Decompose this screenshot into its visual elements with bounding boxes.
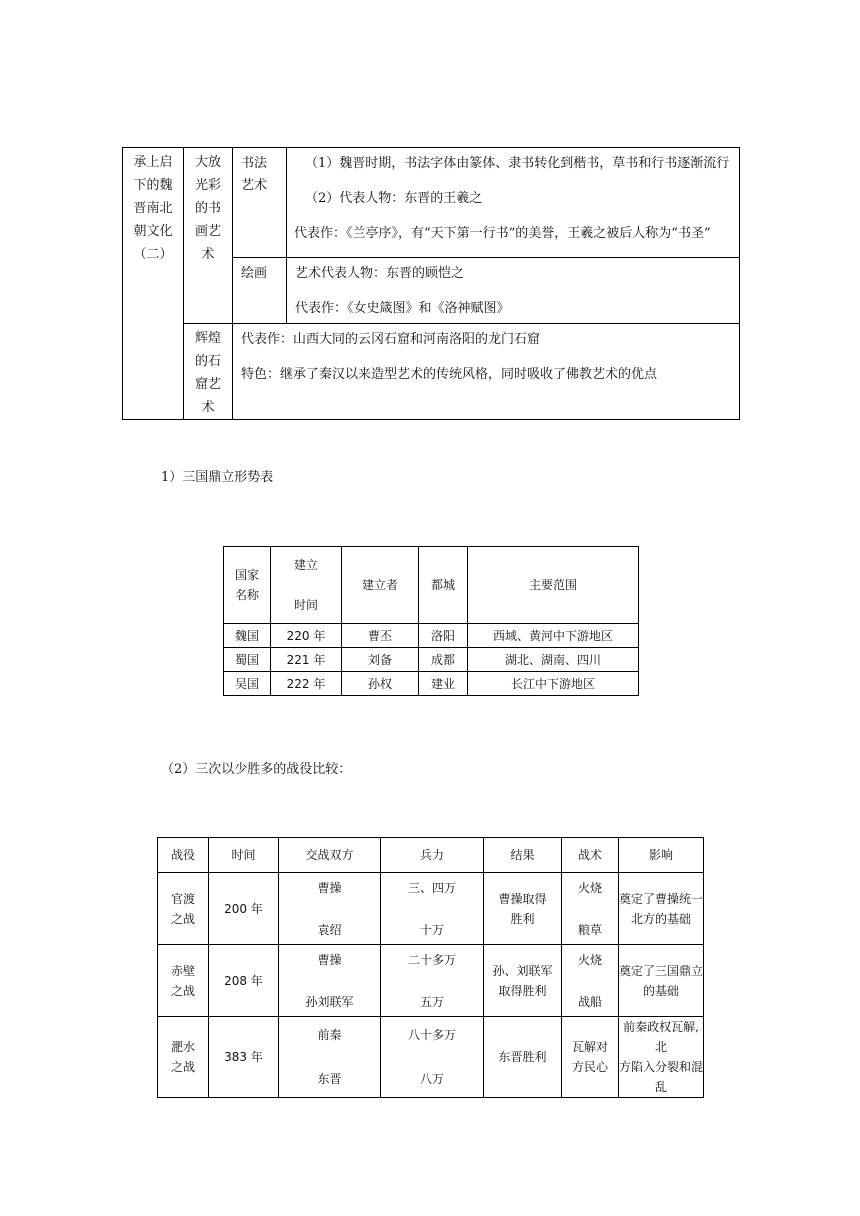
header-time: 建立 时间 xyxy=(271,547,342,624)
table-row: 官渡 之战 200 年 曹操 袁绍 三、四万 十万 曹操取得 胜利 火烧 粮草 奠定了曹操统一 北方的基础 xyxy=(158,873,704,945)
table-row: 蜀国 221 年 刘备 成都 湖北、湖南、四川 xyxy=(224,648,639,672)
painting-calligraphy-title: 大放 光彩 的书 画艺 术 xyxy=(184,148,233,324)
grottoes-title: 辉煌 的石 窟艺 术 xyxy=(184,324,233,420)
table-row: 赤壁 之战 208 年 曹操 孙刘联军 二十多万 五万 孙、刘联军 取得胜利 火烧 战船 奠定了三国鼎立 的基础 xyxy=(158,945,704,1017)
calligraphy-label: 书法 艺术 xyxy=(233,148,287,258)
table-row: 魏国 220 年 曹丕 洛阳 西域、黄河中下游地区 xyxy=(224,624,639,648)
calligraphy-content: （1）魏晋时期，书法字体由篆体、隶书转化到楷书，草书和行书逐渐流行 （2）代表人物：东晋的王羲之 代表作：《兰亭序》，有“天下第一行书”的美誉，王羲之被后人称为“书圣” xyxy=(287,148,740,258)
culture-table xyxy=(122,147,740,420)
header-capital: 都城 xyxy=(419,547,468,624)
header-country: 国家 名称 xyxy=(224,547,271,624)
header-time: 时间 xyxy=(209,838,279,873)
header-result: 结果 xyxy=(484,838,562,873)
header-sides: 交战双方 xyxy=(279,838,381,873)
header-battle: 战役 xyxy=(158,838,209,873)
table-row: 吴国 222 年 孙权 建业 长江中下游地区 xyxy=(224,672,639,696)
grottoes-content: 代表作：山西大同的云冈石窟和河南洛阳的龙门石窟 特色：继承了秦汉以来造型艺术的传统风格，同时吸收了佛教艺术的优点 xyxy=(233,324,740,420)
three-kingdoms-table xyxy=(223,546,639,696)
header-impact: 影响 xyxy=(619,838,704,873)
header-founder: 建立者 xyxy=(342,547,419,624)
table-header-row xyxy=(224,547,639,624)
painting-label: 绘画 xyxy=(233,258,287,324)
painting-content: 艺术代表人物：东晋的顾恺之 代表作：《女史箴图》和《洛神赋图》 xyxy=(287,258,740,324)
section-title-cell: 承上启 下的魏 晋南北 朝文化 （二） xyxy=(123,148,184,420)
header-forces: 兵力 xyxy=(381,838,484,873)
table-row: 淝水 之战 383 年 前秦 东晋 八十多万 八万 东晋胜利 瓦解对 方民心 前秦政权瓦解,北 方陷入分裂和混 乱 xyxy=(158,1017,704,1098)
battles-heading: （2）三次以少胜多的战役比较： xyxy=(161,762,352,777)
table-header-row xyxy=(158,838,704,873)
three-kingdoms-heading: 1）三国鼎立形势表 xyxy=(161,470,274,485)
header-tactic: 战术 xyxy=(562,838,619,873)
battles-table xyxy=(157,837,704,1098)
header-scope: 主要范围 xyxy=(468,547,639,624)
